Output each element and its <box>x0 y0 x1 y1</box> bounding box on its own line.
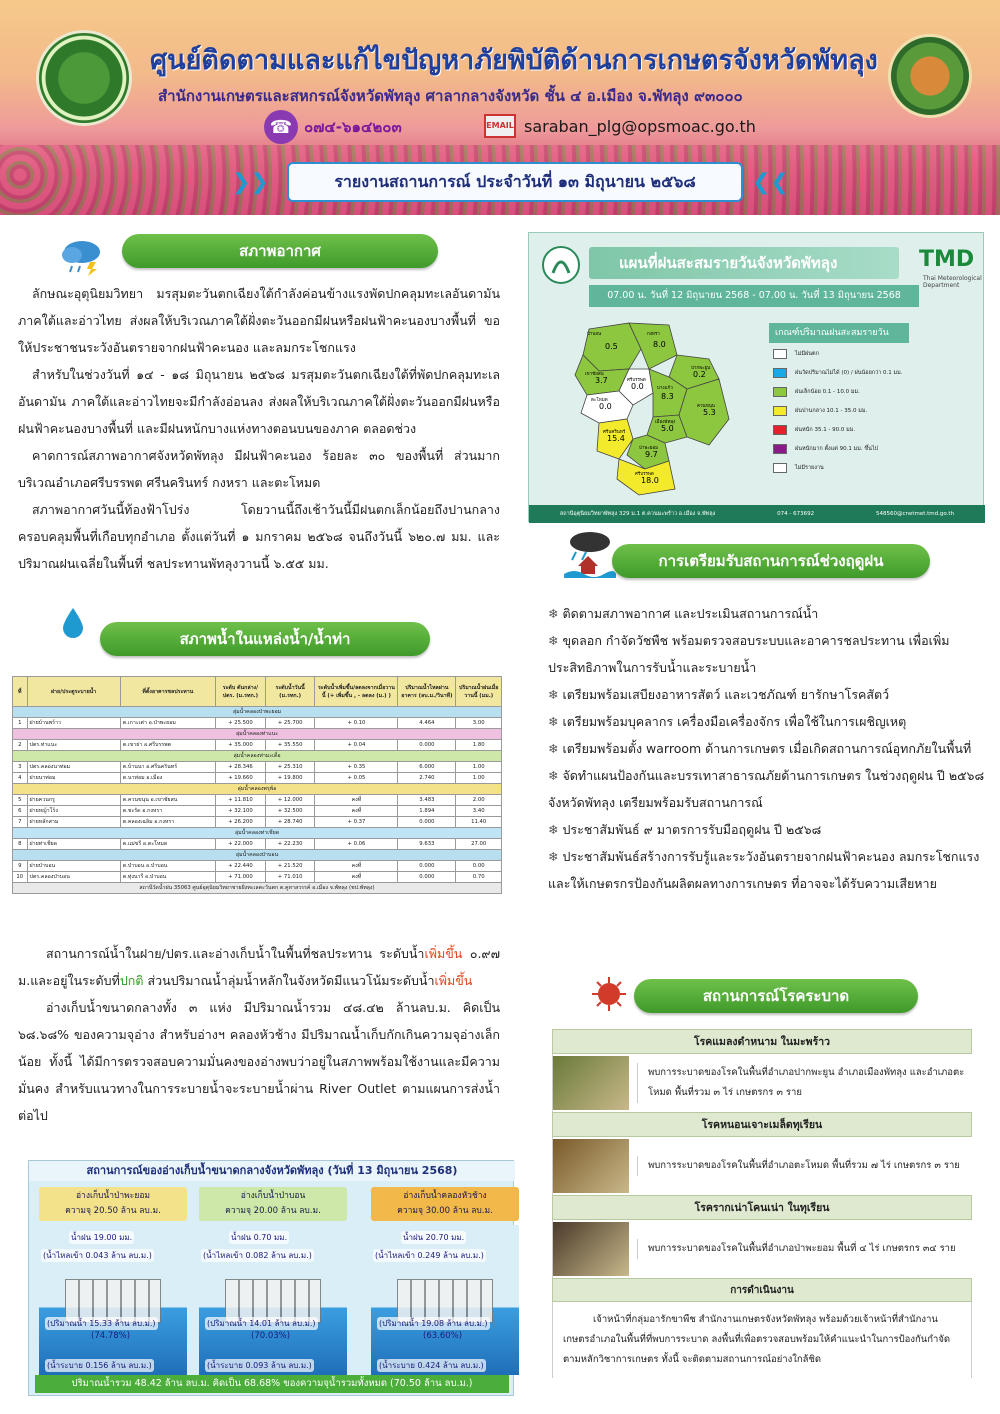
reservoir-capacity: ความจุ 30.00 ล้าน ลบ.ม. <box>397 1206 493 1216</box>
reservoir-percent: (63.60%) <box>423 1331 463 1341</box>
legend-label: ไม่มีฝนตก <box>795 350 819 357</box>
weather-paragraph: ลักษณะอุตุนิยมวิทยา มรสุมตะวันตกเฉียงใต้กำลังค่อนข้างแรงพัดปกคลุมทะเลอันดามัน ภาคใต้และอ่าวไทย ส่งผลให้บริเวณภาคใต้ฝั่งตะวันออกมีฝนหรือฝนฟ้าคะนองบางพื้นที่ ขอให้ประชาชนระวังอันตรายจากฝนฟ้าคะนอง และลมกระโชกแรง <box>18 286 500 355</box>
reservoir-inflow: (น้ำไหลเข้า 0.249 ล้าน ลบ.ม.) <box>375 1251 484 1260</box>
district-value: 0.5 <box>605 342 618 351</box>
phatthalung-district-map <box>569 319 769 499</box>
legend-label: ฝนวัดปริมาณไม่ได้ (0) / ฝนน้อยกว่า 0.1 มม. <box>795 369 903 376</box>
reservoir-volume: (ปริมาณน้ำ 15.33 ล้าน ลบ.ม.) <box>47 1319 156 1328</box>
table-cell: ฝายนาท่อม <box>27 773 120 784</box>
district-value: 0.0 <box>599 402 612 411</box>
col-header: ที่ <box>13 677 28 707</box>
district-name: เขาชัยสน <box>585 372 604 377</box>
table-cell: + 11.810 <box>216 795 266 806</box>
phone-icon: ☎ <box>264 110 298 144</box>
table-cell: ปตร.คลองป่าบอน <box>27 872 120 883</box>
flood-house-icon <box>560 530 616 578</box>
table-cell: + 32.500 <box>265 806 315 817</box>
disease-photo <box>553 1139 629 1193</box>
provincial-agriculture-seal <box>36 30 132 126</box>
weather-text <box>18 280 500 577</box>
table-cell: + 0.10 <box>315 718 398 729</box>
district-value: 3.7 <box>595 376 608 385</box>
table-cell: 3 <box>13 762 28 773</box>
table-footnote: สถานีวัดน้ำฝน 35063 ศูนย์อุตุนิยมวิทยาชายฝั่งทะเลตะวันตก ต.คูหาสวรรค์ อ.เมือง จ.พัทลุง (ชป.พัทลุง) <box>13 883 502 894</box>
table-footer-row <box>13 883 502 894</box>
table-cell: 1.00 <box>456 762 502 773</box>
rain-map-title: แผนที่ฝนสะสมรายวันจังหวัดพัทลุง <box>589 247 899 279</box>
basin-name: ลุ่มน้ำคลองท่ามะเดื่อ <box>13 751 502 762</box>
district-value: 15.4 <box>607 434 625 443</box>
snowflake-bullet-icon: ❄ <box>548 741 559 756</box>
legend-swatch <box>773 406 787 416</box>
table-cell: 2 <box>13 740 28 751</box>
table-cell: + 19.660 <box>216 773 266 784</box>
snowflake-bullet-icon: ❄ <box>548 768 559 783</box>
legend-item <box>769 440 909 457</box>
snowflake-bullet-icon: ❄ <box>548 714 559 729</box>
email-contact[interactable] <box>484 114 756 138</box>
table-cell: + 32.100 <box>216 806 266 817</box>
center-title: ศูนย์ติดตามและแก้ไขปัญหาภัยพิบัติด้านการเกษตรจังหวัดพัทลุง <box>150 45 878 76</box>
weather-paragraph: คาดการณ์สภาพอากาศจังหวัดพัทลุง มีฝนฟ้าคะนอง ร้อยละ ๓๐ ของพื้นที่ ส่วนมากบริเวณอำเภอศรีบรรพต ศรีนครินทร์ กงหรา และตะโหมด <box>18 448 500 490</box>
table-cell: 27.00 <box>456 839 502 850</box>
reservoir-percent: (70.03%) <box>251 1331 291 1341</box>
table-header-row <box>13 677 502 707</box>
table-cell: ฝายท่าเชียด <box>27 839 120 850</box>
table-cell: ฝายหลักสาม <box>27 817 120 828</box>
legend-item <box>769 364 909 381</box>
reservoir-card <box>39 1187 187 1375</box>
col-header: ปริมาณน้ำไหลผ่านอาคาร (ลบ.ม./วินาที) <box>398 677 456 707</box>
table-cell: 3.483 <box>398 795 456 806</box>
table-cell: + 35.550 <box>265 740 315 751</box>
table-cell: 1.80 <box>456 740 502 751</box>
district-value: 8.0 <box>653 340 666 349</box>
district-name: ศรีนครินทร์ <box>603 430 626 435</box>
reservoir-rain: น้ำฝน 19.00 มม. <box>71 1233 133 1242</box>
reservoir-inflow: (น้ำไหลเข้า 0.082 ล้าน ลบ.ม.) <box>203 1251 312 1260</box>
reservoir-outflow: (น้ำระบาย 0.156 ล้าน ลบ.ม.) <box>47 1361 152 1370</box>
chevron-right-icon: ❯❯ <box>232 170 269 195</box>
disease-entry <box>552 1220 972 1278</box>
table-cell: + 0.05 <box>315 773 398 784</box>
legend-label: ฝนหนักมาก ตั้งแต่ 90.1 มม. ขึ้นไป <box>795 445 879 452</box>
snowflake-bullet-icon: ❄ <box>548 606 559 621</box>
table-cell: 0.000 <box>398 872 456 883</box>
list-item <box>548 843 988 897</box>
water-text <box>18 940 500 1129</box>
district-name: เมืองพัทลุง <box>655 420 676 425</box>
legend-swatch <box>773 387 787 397</box>
disease-description: พบการระบาดของโรคในพื้นที่อำเภอป่าพะยอม พื้นที่ ๔ ไร่ เกษตรกร ๓๔ ราย <box>637 1239 972 1259</box>
weather-section-heading: สภาพอากาศ <box>122 234 438 268</box>
district-value: 18.0 <box>641 476 659 485</box>
table-row <box>13 872 502 883</box>
weather-paragraph: สภาพอากาศวันนี้ท้องฟ้าโปร่ง โดยวานนี้ถึงเช้าวันนี้มีฝนตกเล็กน้อยถึงปานกลางครอบคลุมพื้นที่เกือบทุกอำเภอ ตั้งแต่วันที่ ๑ มกราคม ๒๕๖๘ จนถึงวันนี้ ๖๒๐.๗ มม. และปริมาณฝนเฉลี่ยในพื้นที่ ชลประทานพัทลุงวานนี้ ๖.๕๕ มม. <box>18 502 500 571</box>
table-cell: 1.00 <box>456 773 502 784</box>
district-value: 8.3 <box>661 392 674 401</box>
basin-name: ลุ่มน้ำคลองป่าบอน <box>13 850 502 861</box>
table-cell: + 22.000 <box>216 839 266 850</box>
table-cell: 0.000 <box>398 861 456 872</box>
disease-description: พบการระบาดของโรคในพื้นที่อำเภอตะโหมด พื้นที่รวม ๗ ไร่ เกษตรกร ๓ ราย <box>637 1156 972 1176</box>
table-cell: 7 <box>13 817 28 828</box>
station-email: 548560@cnetmet.tmd.go.th <box>875 511 955 517</box>
table-cell: คงที่ <box>315 795 398 806</box>
legend-item <box>769 383 909 400</box>
table-cell: คงที่ <box>315 861 398 872</box>
table-cell: ต.ชะรัด อ.กงหรา <box>120 806 215 817</box>
district-name: ควนขนุน <box>697 404 715 409</box>
table-cell: + 22.230 <box>265 839 315 850</box>
district-name: ป่าพะยอม <box>639 446 659 451</box>
reservoir-inflow: (น้ำไหลเข้า 0.043 ล้าน ลบ.ม.) <box>43 1251 152 1260</box>
table-row <box>13 861 502 872</box>
snowflake-bullet-icon: ❄ <box>548 687 559 702</box>
basin-name: ลุ่มน้ำคลองพรุพ้อ <box>13 784 502 795</box>
virus-icon <box>590 975 628 1013</box>
table-row <box>13 839 502 850</box>
legend-title: เกณฑ์ปริมาณฝนสะสมรายวัน <box>769 323 909 343</box>
basin-group-row <box>13 707 502 718</box>
highlight-rise: เพิ่มขึ้น <box>424 946 463 961</box>
legend-swatch <box>773 463 787 473</box>
table-cell: คงที่ <box>315 806 398 817</box>
col-header: ฝาย/ประตูระบายน้ำ <box>27 677 120 707</box>
disease-entry <box>552 1054 972 1112</box>
snowflake-bullet-icon: ❄ <box>548 822 559 837</box>
table-cell: ฝายหญ้าโร้ง <box>27 806 120 817</box>
reservoir-percent: (74.78%) <box>91 1331 131 1341</box>
reservoir-name: อ่างเก็บน้ำป่าพะยอม <box>75 1191 151 1201</box>
water-paragraph: สถานการณ์น้ำในฝาย/ปตร.และอ่างเก็บน้ำในพื้นที่ชลประทาน ระดับน้ำเพิ่มขึ้น ๐.๙๗ ม.และอยู่ในระดับที่ปกติ ส่วนปริมาณน้ำลุ่มน้ำหลักในจังหวัดมีแนวโน้มระดับน้ำเพิ่มขึ้น <box>18 946 500 988</box>
reservoir-name: อ่างเก็บน้ำป่าบอน <box>240 1191 306 1201</box>
prep-item-text: เตรียมพร้อมเสบียงอาหารสัตว์ และเวชภัณฑ์ ยารักษาโรคสัตว์ <box>562 687 890 702</box>
legend-item <box>769 345 909 362</box>
table-row <box>13 773 502 784</box>
highlight-rise: เพิ่มขึ้น <box>434 973 473 988</box>
table-cell: ต.เกาะเต่า อ.ป่าพะยอม <box>120 718 215 729</box>
legend-label: ไม่มีรายงาน <box>795 464 824 471</box>
reservoir-header <box>199 1187 347 1221</box>
col-header: ระดับน้ำเพิ่มขึ้น/ลดลงจากเมื่อวานนี้ (+ เพิ่มขึ้น , - ลดลง (ม.) ) <box>315 677 398 707</box>
district-value: 0.2 <box>693 370 706 379</box>
district-name: ป่าบอน <box>587 332 602 337</box>
rain-map-footer <box>529 505 985 523</box>
chevron-left-icon: ❮❮ <box>752 170 789 195</box>
list-item <box>548 708 988 735</box>
email-address: saraban_plg@opsmoac.go.th <box>524 116 756 136</box>
reservoir-volume: (ปริมาณน้ำ 14.01 ล้าน ลบ.ม.) <box>207 1319 316 1328</box>
reservoir-rain: น้ำฝน 0.70 มม. <box>231 1233 288 1242</box>
reservoir-infographic <box>28 1160 514 1396</box>
reservoir-illustration <box>199 1225 347 1375</box>
reservoir-outflow: (น้ำระบาย 0.424 ล้าน ลบ.ม.) <box>379 1361 484 1370</box>
table-cell: ฝายป่าบอน <box>27 861 120 872</box>
table-cell: 2.740 <box>398 773 456 784</box>
table-cell: ฝายควนกรู <box>27 795 120 806</box>
phone-contact[interactable] <box>264 110 402 144</box>
table-cell: ต.ควนขนุน อ.เขาชัยสน <box>120 795 215 806</box>
table-cell: 4 <box>13 773 28 784</box>
weather-paragraph: สำหรับในช่วงวันที่ ๑๔ - ๑๘ มิถุนายน ๒๕๖๘ มรสุมตะวันตกเฉียงใต้ที่พัดปกคลุมทะเลอันดามัน ภาคใต้และอ่าวไทยจะมีกำลังอ่อนลง ส่งผลให้บริเวณภาคใต้ฝั่งตะวันออกมีฝนหรือฝนฟ้าคะนองบางพื้นที่ และมีฝนหนักบางแห่งทางตอนบนของภาค ตลอดช่วง <box>18 367 500 436</box>
reservoir-rain: น้ำฝน 20.70 มม. <box>403 1233 465 1242</box>
legend-swatch <box>773 425 787 435</box>
list-item <box>548 627 988 681</box>
table-row <box>13 817 502 828</box>
col-header: ระดับ ตันกล่าง/ปตร. (ม.รทก.) <box>216 677 266 707</box>
col-header: ปริมาณน้ำฝนเมื่อวานนี้ (มม.) <box>456 677 502 707</box>
list-item <box>548 600 988 627</box>
legend-item <box>769 459 909 476</box>
table-cell: 6 <box>13 806 28 817</box>
table-cell: + 19.800 <box>265 773 315 784</box>
list-item <box>548 816 988 843</box>
table-cell: 0.00 <box>456 861 502 872</box>
table-cell: 4.464 <box>398 718 456 729</box>
phatthalung-province-seal <box>888 34 972 118</box>
report-date-banner: รายงานสถานการณ์ ประจำวันที่ ๑๓ มิถุนายน ๒๕๖๘ <box>287 162 743 202</box>
table-cell: 0.000 <box>398 817 456 828</box>
table-cell: 1.894 <box>398 806 456 817</box>
legend-label: ฝนปานกลาง 10.1 - 35.0 มม. <box>795 407 868 414</box>
table-cell: + 28.740 <box>265 817 315 828</box>
table-cell: + 35.000 <box>216 740 266 751</box>
list-item <box>548 681 988 708</box>
reservoir-header <box>39 1187 187 1221</box>
table-cell: 9.633 <box>398 839 456 850</box>
disease-photo <box>553 1056 629 1110</box>
table-cell: ปตร.คลองนาท่อม <box>27 762 120 773</box>
district-name: ศรีบรรพต <box>635 472 654 477</box>
table-cell: 5 <box>13 795 28 806</box>
water-drop-icon <box>60 606 86 640</box>
table-cell: 0.70 <box>456 872 502 883</box>
reservoir-outflow: (น้ำระบาย 0.093 ล้าน ลบ.ม.) <box>207 1361 312 1370</box>
phone-number: ๐๗๔-๖๑๔๒๐๓ <box>304 118 402 136</box>
prep-item-text: ประชาสัมพันธ์ ๙ มาตรการรับมือฤดูฝน ปี ๒๕๖๘ <box>562 822 822 837</box>
table-row <box>13 740 502 751</box>
prep-item-text: ประชาสัมพันธ์สร้างการรับรู้และระวังอันตรายจากฝนฟ้าคะนอง ลมกระโชกแรง และให้เกษตรกรป้องกันผลิตผลทางการเกษตร ที่อาจจะได้รับความเสียหาย <box>548 849 980 891</box>
col-header: ระดับน้ำวันนี้ (ม.รทก.) <box>265 677 315 707</box>
table-cell: + 0.35 <box>315 762 398 773</box>
reservoir-header <box>371 1187 519 1221</box>
reservoir-illustration <box>371 1225 519 1375</box>
table-cell: 0.000 <box>398 740 456 751</box>
water-paragraph: อ่างเก็บน้ำขนาดกลางทั้ง ๓ แห่ง มีปริมาณน้ำรวม ๔๘.๔๒ ล้านลบ.ม. คิดเป็น ๖๘.๖๘% ของความจุอ่าง สำหรับอ่างฯ คลองหัวช้าง มีปริมาณน้ำเก็บกักเกินความจุอ่างเล็กน้อย ทั้งนี้ ได้มีการตรวจสอบความมั่นคงของอ่างพบว่าอยู่ในสภาพพร้อมใช้งานและมีความมั่นคง สำหรับแนวทางในการระบายน้ำจะระบายน้ำผ่าน River Outlet ตามแผนการส่งน้ำต่อไป <box>18 1000 500 1123</box>
rain-map-panel <box>528 232 984 522</box>
table-cell: 1 <box>13 718 28 729</box>
station-phone: 074 - 673692 <box>777 511 815 517</box>
tmd-subtitle: Thai Meteorological Department <box>923 275 982 289</box>
list-item <box>548 762 988 816</box>
reservoir-total: ปริมาณน้ำรวม 48.42 ล้าน ลบ.ม. คิดเป็น 68.68% ของความจุน้ำรวมทั้งหมด (70.50 ล้าน ลบ.ม.) <box>35 1375 509 1393</box>
table-cell: ต.คลองเฉลิม อ.กงหรา <box>120 817 215 828</box>
prep-list <box>548 600 988 897</box>
table-row <box>13 718 502 729</box>
table-cell: + 0.37 <box>315 817 398 828</box>
basin-group-row <box>13 784 502 795</box>
legend-item <box>769 421 909 438</box>
legend-swatch <box>773 444 787 454</box>
table-cell: 3.00 <box>456 718 502 729</box>
reservoir-card <box>371 1187 519 1375</box>
table-cell: + 25.500 <box>216 718 266 729</box>
col-header: ที่ตั้งอาคารชลประทาน <box>120 677 215 707</box>
reservoir-illustration <box>39 1225 187 1375</box>
basin-name: ลุ่มน้ำคลองป่าพะยอม <box>13 707 502 718</box>
office-address: สำนักงานเกษตรและสหกรณ์จังหวัดพัทลุง ศาลากลางจังหวัด ชั้น ๔ อ.เมือง จ.พัทลุง ๙๓๐๐๐ <box>158 87 743 105</box>
table-row <box>13 762 502 773</box>
basin-group-row <box>13 850 502 861</box>
table-cell: + 71.010 <box>265 872 315 883</box>
reservoir-capacity: ความจุ 20.50 ล้าน ลบ.ม. <box>65 1206 161 1216</box>
table-cell: + 0.06 <box>315 839 398 850</box>
table-cell: + 26.200 <box>216 817 266 828</box>
snowflake-bullet-icon: ❄ <box>548 849 559 864</box>
prep-item-text: เตรียมพร้อมบุคลากร เครื่องมือเครื่องจักร เพื่อใช้ในการเผชิญเหตุ <box>562 714 907 729</box>
table-cell: 11.40 <box>456 817 502 828</box>
disease-section-heading: สถานการณ์โรคระบาด <box>634 979 918 1013</box>
rain-legend <box>769 323 909 488</box>
table-cell: + 22.440 <box>216 861 266 872</box>
snowflake-bullet-icon: ❄ <box>548 633 559 648</box>
table-cell: + 21.520 <box>265 861 315 872</box>
water-section-heading: สภาพน้ำในแหล่งน้ำ/น้ำท่า <box>100 622 430 656</box>
disease-entry <box>552 1137 972 1195</box>
station-address: สถานีอุตุนิยมวิทยาพัทลุง 329 ม.1 ต.ควนมะพร้าว อ.เมือง จ.พัทลุง <box>559 511 716 517</box>
table-cell: 8 <box>13 839 28 850</box>
prep-item-text: เตรียมพร้อมตั้ง warroom ด้านการเกษตร เมื่อเกิดสถานการณ์อุทกภัยในพื้นที่ <box>562 741 972 756</box>
tmd-logo: TMD <box>919 247 975 272</box>
district-name: ศรีบรรพต <box>627 378 646 383</box>
table-cell: + 0.04 <box>315 740 398 751</box>
disease-title: โรครากเน่าโคนเน่า ในทุเรียน <box>552 1195 972 1220</box>
table-cell: 6.000 <box>398 762 456 773</box>
reservoir-name: อ่างเก็บน้ำคลองหัวช้าง <box>403 1191 487 1201</box>
disease-title: โรคแมลงดำหนาม ในมะพร้าว <box>552 1029 972 1054</box>
district-name: บางแก้ว <box>657 386 673 391</box>
prep-item-text: ขุดลอก กำจัดวัชพืช พร้อมตรวจสอบระบบและอาคารชลประทาน เพื่อเพิ่มประสิทธิภาพในการรับน้ำและระบายน้ำ <box>548 633 950 675</box>
prep-item-text: จัดทำแผนป้องกันและบรรเทาสาธารณภัยด้านการเกษตร ในช่วงฤดูฝน ปี ๒๕๖๘ จังหวัดพัทลุง เตรียมพร้อมรับสถานการณ์ <box>548 768 985 810</box>
district-value: 5.3 <box>703 408 716 417</box>
disease-description: พบการระบาดของโรคในพื้นที่อำเภอปากพะยูน อำเภอเมืองพัทลุง และอำเภอตะโหมด พื้นที่รวม ๓ ไร่ เกษตรกร ๓ ราย <box>637 1063 972 1103</box>
table-cell: + 25.700 <box>265 718 315 729</box>
highlight-normal: ปกติ <box>119 973 144 988</box>
table-cell: คงที่ <box>315 872 398 883</box>
operation-text: เจ้าหน้าที่กลุ่มอารักขาพืช สำนักงานเกษตรจังหวัดพัทลุง พร้อมด้วยเจ้าหน้าที่สำนักงานเกษตรอำเภอในพื้นที่ที่พบการระบาด ลงพื้นที่เพื่อตรวจสอบพร้อมให้คำแนะนำในการป้องกันกำจัดตามหลักวิชาการเกษตร ทั้งนี้ จะติดตามสถานการณ์อย่างใกล้ชิด <box>552 1302 972 1378</box>
table-cell: ต.ป่าบอน อ.ป่าบอน <box>120 861 215 872</box>
legend-swatch <box>773 368 787 378</box>
royal-irrigation-logo <box>541 245 581 285</box>
basin-name: ลุ่มน้ำคลองท่าเชียด <box>13 828 502 839</box>
prep-item-text: ติดตามสภาพอากาศ และประเมินสถานการณ์น้ำ <box>562 606 819 621</box>
legend-item <box>769 402 909 419</box>
table-cell: ต.บ้านนา อ.ศรีนครินทร์ <box>120 762 215 773</box>
reservoir-capacity: ความจุ 20.00 ล้าน ลบ.ม. <box>225 1206 321 1216</box>
list-item <box>548 735 988 762</box>
disease-panel <box>552 1029 972 1378</box>
table-cell: + 25.310 <box>265 762 315 773</box>
table-row <box>13 795 502 806</box>
table-cell: + 71.000 <box>216 872 266 883</box>
basin-group-row <box>13 828 502 839</box>
district-value: 9.7 <box>645 450 658 459</box>
table-cell: 9 <box>13 861 28 872</box>
legend-label: ฝนเล็กน้อย 0.1 - 10.0 มม. <box>795 388 860 395</box>
basin-group-row <box>13 729 502 740</box>
table-cell: 2.00 <box>456 795 502 806</box>
rain-cloud-icon <box>58 236 108 276</box>
table-cell: ต.ทุ่งนารี อ.ป่าบอน <box>120 872 215 883</box>
disease-title: โรคหนอนเจาะเมล็ดทุเรียน <box>552 1112 972 1137</box>
reservoir-volume: (ปริมาณน้ำ 19.08 ล้าน ลบ.ม.) <box>379 1319 488 1328</box>
basin-name: ลุ่มน้ำคลองท่าแนะ <box>13 729 502 740</box>
district-value: 5.0 <box>661 424 674 433</box>
table-cell: + 12.000 <box>265 795 315 806</box>
reservoir-title: สถานการณ์ของอ่างเก็บน้ำขนาดกลางจังหวัดพัทลุง (วันที่ 13 มิถุนายน 2568) <box>29 1161 515 1181</box>
rain-map-period: 07.00 น. วันที่ 12 มิถุนายน 2568 - 07.00 น. วันที่ 13 มิถุนายน 2568 <box>589 285 919 307</box>
basin-group-row <box>13 751 502 762</box>
table-cell: ปตร.ท่าแนะ <box>27 740 120 751</box>
table-cell: ต.นาท่อม อ.เมือง <box>120 773 215 784</box>
district-name: ตะโหมด <box>591 398 608 403</box>
table-row <box>13 806 502 817</box>
district-value: 0.0 <box>631 382 644 391</box>
district-name: ปากพะยูน <box>691 366 711 371</box>
table-cell: + 28.346 <box>216 762 266 773</box>
table-cell: 10 <box>13 872 28 883</box>
rainy-season-prep-heading: การเตรียมรับสถานการณ์ช่วงฤดูฝน <box>612 544 930 578</box>
district-name: กงหรา <box>647 332 660 337</box>
email-icon: EMAIL <box>484 114 516 138</box>
disease-photo <box>553 1222 629 1276</box>
table-cell: ต.เขาย่า อ.ศรีบรรพต <box>120 740 215 751</box>
dam-water-table <box>12 676 502 894</box>
operation-heading: การดำเนินงาน <box>552 1278 972 1302</box>
legend-label: ฝนหนัก 35.1 - 90.0 มม. <box>795 426 856 433</box>
table-cell: ต.แม่ขรี อ.ตะโหมด <box>120 839 215 850</box>
table-cell: ฝายบ้านพร้าว <box>27 718 120 729</box>
reservoir-card <box>199 1187 347 1375</box>
table-cell: 3.40 <box>456 806 502 817</box>
legend-swatch <box>773 349 787 359</box>
